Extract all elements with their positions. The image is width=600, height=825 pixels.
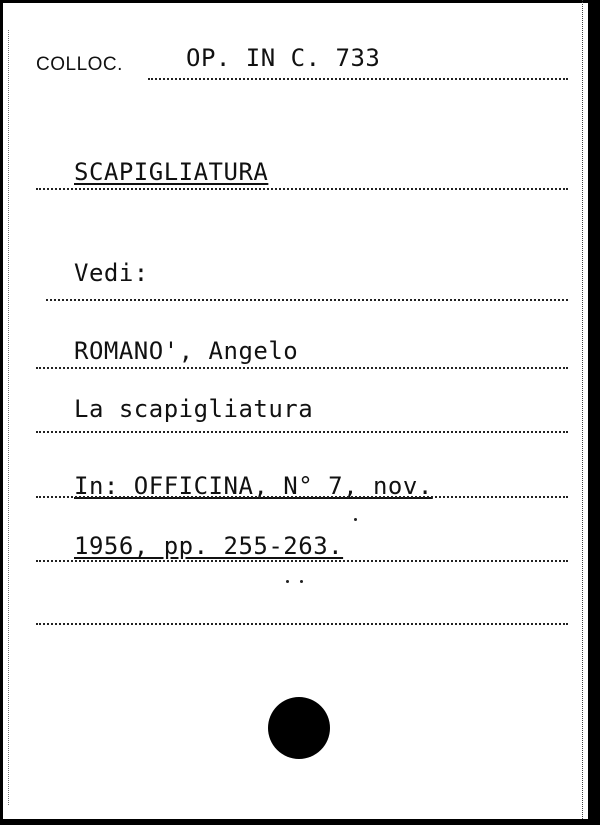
shelfmark: OP. IN C. 733 [186,44,381,72]
source-line-1: In: OFFICINA, N° 7, nov. [74,472,433,500]
card-edge-right [588,0,600,825]
see-label: Vedi: [74,259,149,287]
subject-heading: SCAPIGLIATURA [74,158,269,186]
card-edge-left [0,0,3,825]
see-dotted-line [46,299,568,301]
source-1-dotted-line [36,496,568,498]
colloc-label: COLLOC. [36,54,123,75]
card-edge-bottom [0,819,600,825]
ink-speck [354,518,357,521]
empty-dotted-line [36,623,568,625]
source-2-dotted-line [36,560,568,562]
colloc-dotted-line [148,78,568,80]
subject-dotted-line [36,188,568,190]
card-edge-right-dotted [582,0,584,825]
ink-speck [286,580,289,583]
work-title: La scapigliatura [74,395,314,423]
title-dotted-line [36,431,568,433]
author-name: ROMANO', Angelo [74,337,299,365]
card-edge-top [0,0,600,3]
source-line-2: 1956, pp. 255-263. [74,532,344,560]
author-dotted-line [36,367,568,369]
ink-speck [300,580,303,583]
card-punch-hole [268,697,330,759]
card-edge-left-dotted [8,30,10,805]
